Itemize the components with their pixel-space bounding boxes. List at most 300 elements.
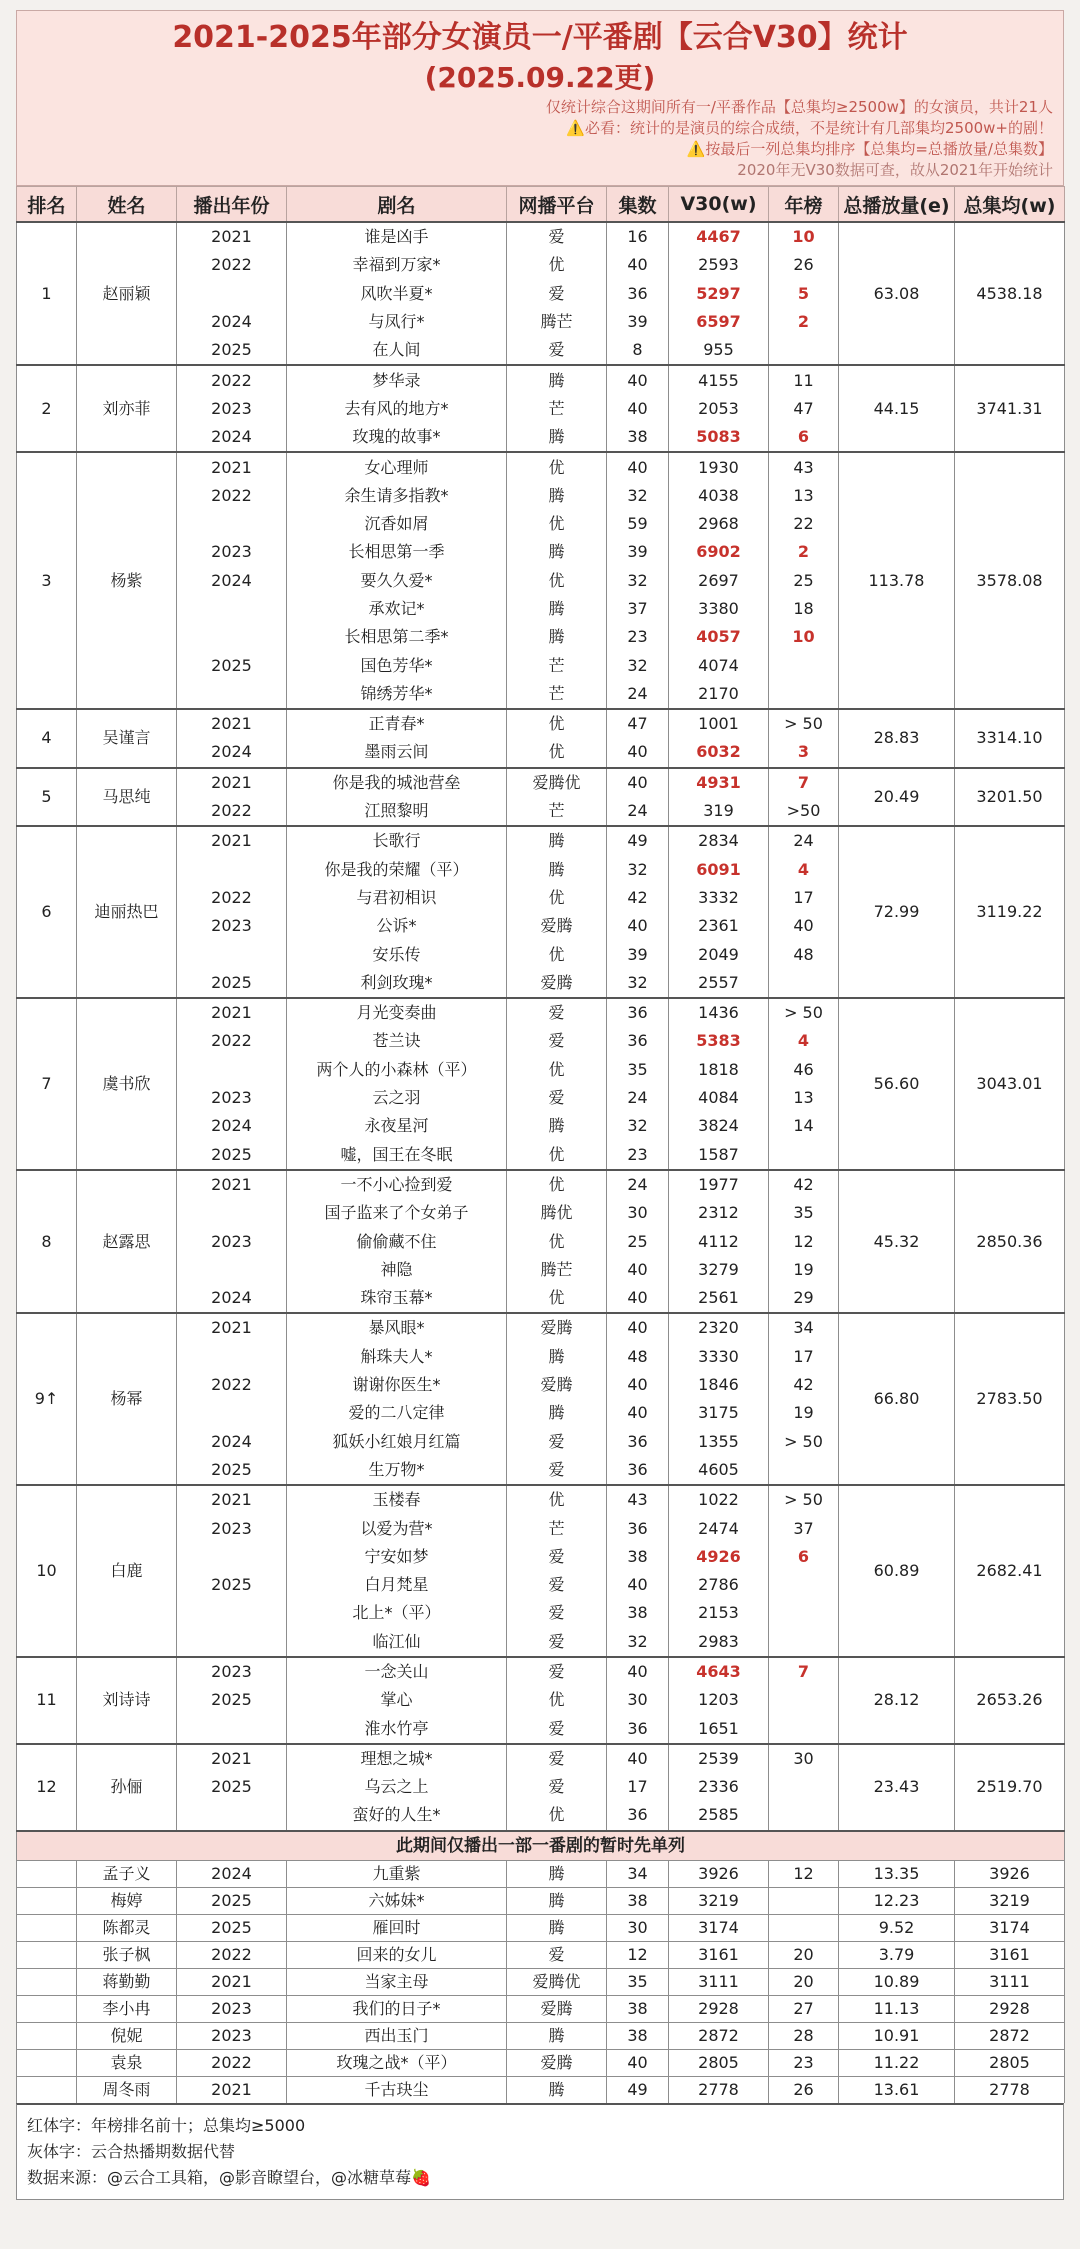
table-row xyxy=(17,222,1065,251)
total-plays: 12.23 xyxy=(839,1887,955,1914)
v30-value: 1355 xyxy=(669,1427,769,1455)
v30-value: 1436 xyxy=(669,998,769,1027)
total-plays: 113.78 xyxy=(839,452,955,709)
avg-per-episode: 4538.18 xyxy=(955,222,1065,365)
episodes: 40 xyxy=(607,1744,669,1773)
v30-value: 3111 xyxy=(669,1968,769,1995)
v30-value: 2585 xyxy=(669,1801,769,1830)
episodes: 32 xyxy=(607,969,669,998)
platform: 爱 xyxy=(507,1628,607,1657)
episodes: 36 xyxy=(607,1456,669,1485)
drama-title: 余生请多指教* xyxy=(287,482,507,510)
year-rank xyxy=(769,1686,839,1714)
drama-title: 安乐传 xyxy=(287,940,507,968)
air-year: 2023 xyxy=(177,538,287,566)
air-year: 2024 xyxy=(177,308,287,336)
avg-per-episode: 3741.31 xyxy=(955,365,1065,452)
episodes: 40 xyxy=(607,251,669,279)
platform: 爱 xyxy=(507,1456,607,1485)
drama-title: 回来的女儿 xyxy=(287,1941,507,1968)
year-rank: 37 xyxy=(769,1514,839,1542)
platform: 腾 xyxy=(507,1343,607,1371)
year-rank xyxy=(769,1801,839,1830)
platform: 爱 xyxy=(507,1657,607,1686)
col-year-rank: 年榜 xyxy=(769,187,839,223)
year-rank: 19 xyxy=(769,1256,839,1284)
year-rank xyxy=(769,1599,839,1627)
v30-value: 4605 xyxy=(669,1456,769,1485)
episodes: 38 xyxy=(607,423,669,452)
drama-title: 乌云之上 xyxy=(287,1773,507,1801)
air-year: 2022 xyxy=(177,482,287,510)
platform: 爱 xyxy=(507,222,607,251)
drama-title: 风吹半夏* xyxy=(287,280,507,308)
episodes: 40 xyxy=(607,452,669,481)
episodes: 23 xyxy=(607,623,669,651)
drama-title: 国子监来了个女弟子 xyxy=(287,1199,507,1227)
v30-value: 3175 xyxy=(669,1399,769,1427)
episodes: 12 xyxy=(607,1941,669,1968)
year-rank: > 50 xyxy=(769,1427,839,1455)
year-rank xyxy=(769,1571,839,1599)
platform: 爱腾 xyxy=(507,912,607,940)
table-row xyxy=(17,1995,1065,2022)
platform: 腾芒 xyxy=(507,1256,607,1284)
v30-value: 2474 xyxy=(669,1514,769,1542)
air-year: 2021 xyxy=(177,1485,287,1514)
platform: 腾 xyxy=(507,2022,607,2049)
singles-header xyxy=(17,1831,1065,1861)
actress-rank xyxy=(17,1995,77,2022)
drama-title: 利剑玫瑰* xyxy=(287,969,507,998)
avg-per-episode: 3111 xyxy=(955,1968,1065,1995)
table-row xyxy=(17,1657,1065,1686)
v30-value: 2170 xyxy=(669,680,769,709)
table-row xyxy=(17,2076,1065,2103)
air-year: 2021 xyxy=(177,1744,287,1773)
platform: 腾 xyxy=(507,2076,607,2103)
v30-value: 4643 xyxy=(669,1657,769,1686)
year-rank: 2 xyxy=(769,308,839,336)
year-rank: 42 xyxy=(769,1170,839,1199)
air-year: 2021 xyxy=(177,826,287,855)
platform: 芒 xyxy=(507,651,607,679)
year-rank: 7 xyxy=(769,768,839,797)
episodes: 30 xyxy=(607,1686,669,1714)
episodes: 40 xyxy=(607,1657,669,1686)
platform: 优 xyxy=(507,567,607,595)
episodes: 40 xyxy=(607,1284,669,1313)
platform: 爱 xyxy=(507,1744,607,1773)
actress-name: 袁泉 xyxy=(77,2049,177,2076)
drama-title: 公诉* xyxy=(287,912,507,940)
platform: 腾 xyxy=(507,423,607,452)
drama-title: 珠帘玉幕* xyxy=(287,1284,507,1313)
drama-title: 锦绣芳华* xyxy=(287,680,507,709)
v30-value: 4112 xyxy=(669,1227,769,1255)
year-rank: 29 xyxy=(769,1284,839,1313)
year-rank: 22 xyxy=(769,510,839,538)
actress-name: 刘亦菲 xyxy=(77,365,177,452)
air-year: 2025 xyxy=(177,1914,287,1941)
episodes: 40 xyxy=(607,1399,669,1427)
actress-rank xyxy=(17,1860,77,1887)
year-rank xyxy=(769,1628,839,1657)
platform: 腾优 xyxy=(507,1199,607,1227)
air-year: 2024 xyxy=(177,1112,287,1140)
note-scope: 仅统计综合这期间所有一/平番作品【总集均≥2500w】的女演员，共计21人 xyxy=(545,98,1053,116)
air-year xyxy=(177,1056,287,1084)
v30-value: 1930 xyxy=(669,452,769,481)
v30-value: 2983 xyxy=(669,1628,769,1657)
footer xyxy=(16,2103,1064,2200)
v30-value: 2153 xyxy=(669,1599,769,1627)
actress-rank: 11 xyxy=(17,1657,77,1744)
actress-rank: 5 xyxy=(17,768,77,827)
year-rank: 26 xyxy=(769,251,839,279)
v30-value: 4057 xyxy=(669,623,769,651)
actress-name: 倪妮 xyxy=(77,2022,177,2049)
drama-title: 梦华录 xyxy=(287,365,507,394)
platform: 腾 xyxy=(507,1112,607,1140)
year-rank xyxy=(769,680,839,709)
actress-name: 赵丽颖 xyxy=(77,222,177,365)
drama-title: 西出玉门 xyxy=(287,2022,507,2049)
year-rank: 42 xyxy=(769,1371,839,1399)
v30-value: 1846 xyxy=(669,1371,769,1399)
air-year: 2023 xyxy=(177,2022,287,2049)
air-year xyxy=(177,856,287,884)
air-year xyxy=(177,1399,287,1427)
stats-table xyxy=(16,186,1065,2103)
table-row xyxy=(17,1887,1065,1914)
avg-per-episode: 2805 xyxy=(955,2049,1065,2076)
actress-name: 赵露思 xyxy=(77,1170,177,1313)
avg-per-episode: 2872 xyxy=(955,2022,1065,2049)
episodes: 36 xyxy=(607,1427,669,1455)
episodes: 38 xyxy=(607,1599,669,1627)
v30-value: 3332 xyxy=(669,884,769,912)
table-row xyxy=(17,2022,1065,2049)
episodes: 16 xyxy=(607,222,669,251)
air-year: 2021 xyxy=(177,2076,287,2103)
year-rank: 4 xyxy=(769,856,839,884)
col-year: 播出年份 xyxy=(177,187,287,223)
actress-name: 杨紫 xyxy=(77,452,177,709)
platform: 腾 xyxy=(507,826,607,855)
year-rank: 48 xyxy=(769,940,839,968)
episodes: 24 xyxy=(607,680,669,709)
v30-value: 2312 xyxy=(669,1199,769,1227)
v30-value: 6091 xyxy=(669,856,769,884)
actress-name: 吴谨言 xyxy=(77,709,177,768)
year-rank: 27 xyxy=(769,1995,839,2022)
table-row xyxy=(17,768,1065,797)
table-row xyxy=(17,1744,1065,1773)
year-rank xyxy=(769,1714,839,1743)
year-rank: 34 xyxy=(769,1313,839,1342)
air-year xyxy=(177,940,287,968)
drama-title: 玉楼春 xyxy=(287,1485,507,1514)
air-year: 2022 xyxy=(177,1941,287,1968)
actress-rank: 7 xyxy=(17,998,77,1170)
table-row xyxy=(17,1170,1065,1199)
year-rank: 20 xyxy=(769,1941,839,1968)
drama-title: 神隐 xyxy=(287,1256,507,1284)
platform: 优 xyxy=(507,709,607,738)
air-year: 2023 xyxy=(177,1995,287,2022)
air-year: 2025 xyxy=(177,1773,287,1801)
drama-title: 幸福到万家* xyxy=(287,251,507,279)
platform: 腾 xyxy=(507,856,607,884)
avg-per-episode: 3578.08 xyxy=(955,452,1065,709)
episodes: 40 xyxy=(607,1571,669,1599)
drama-title: 玫瑰的故事* xyxy=(287,423,507,452)
platform: 爱腾优 xyxy=(507,768,607,797)
air-year xyxy=(177,595,287,623)
drama-title: 你是我的荣耀（平） xyxy=(287,856,507,884)
total-plays: 28.83 xyxy=(839,709,955,768)
drama-title: 雁回时 xyxy=(287,1914,507,1941)
actress-name: 虞书欣 xyxy=(77,998,177,1170)
drama-title: 江照黎明 xyxy=(287,797,507,826)
table-row xyxy=(17,1914,1065,1941)
episodes: 17 xyxy=(607,1773,669,1801)
drama-title: 沉香如屑 xyxy=(287,510,507,538)
avg-per-episode: 2778 xyxy=(955,2076,1065,2103)
drama-title: 去有风的地方* xyxy=(287,395,507,423)
drama-title: 千古玦尘 xyxy=(287,2076,507,2103)
episodes: 36 xyxy=(607,280,669,308)
v30-value: 2928 xyxy=(669,1995,769,2022)
actress-rank: 6 xyxy=(17,826,77,998)
air-year: 2022 xyxy=(177,797,287,826)
v30-value: 4926 xyxy=(669,1543,769,1571)
drama-title: 当家主母 xyxy=(287,1968,507,1995)
actress-name: 蒋勤勤 xyxy=(77,1968,177,1995)
episodes: 40 xyxy=(607,912,669,940)
episodes: 40 xyxy=(607,768,669,797)
year-rank: 26 xyxy=(769,2076,839,2103)
air-year xyxy=(177,623,287,651)
platform: 优 xyxy=(507,251,607,279)
total-plays: 56.60 xyxy=(839,998,955,1170)
platform: 优 xyxy=(507,452,607,481)
air-year xyxy=(177,1628,287,1657)
drama-title: 承欢记* xyxy=(287,595,507,623)
air-year: 2023 xyxy=(177,1514,287,1542)
drama-title: 偷偷藏不住 xyxy=(287,1227,507,1255)
v30-value: 2834 xyxy=(669,826,769,855)
air-year: 2022 xyxy=(177,2049,287,2076)
platform: 优 xyxy=(507,1141,607,1170)
platform: 爱 xyxy=(507,1427,607,1455)
air-year: 2024 xyxy=(177,423,287,452)
avg-per-episode: 2928 xyxy=(955,1995,1065,2022)
drama-title: 蛮好的人生* xyxy=(287,1801,507,1830)
v30-value: 2786 xyxy=(669,1571,769,1599)
year-rank: 40 xyxy=(769,912,839,940)
air-year: 2023 xyxy=(177,1657,287,1686)
actress-rank xyxy=(17,2076,77,2103)
table-row xyxy=(17,998,1065,1027)
air-year: 2023 xyxy=(177,912,287,940)
episodes: 40 xyxy=(607,1256,669,1284)
air-year: 2025 xyxy=(177,1141,287,1170)
total-plays: 13.35 xyxy=(839,1860,955,1887)
platform: 芒 xyxy=(507,395,607,423)
actress-name: 迪丽热巴 xyxy=(77,826,177,998)
platform: 腾 xyxy=(507,623,607,651)
year-rank: 12 xyxy=(769,1227,839,1255)
platform: 优 xyxy=(507,1170,607,1199)
year-rank: 4 xyxy=(769,1027,839,1055)
total-plays: 11.13 xyxy=(839,1995,955,2022)
platform: 爱腾 xyxy=(507,1371,607,1399)
air-year: 2023 xyxy=(177,395,287,423)
actress-name: 梅婷 xyxy=(77,1887,177,1914)
v30-value: 2361 xyxy=(669,912,769,940)
v30-value: 2336 xyxy=(669,1773,769,1801)
drama-title: 以爱为营* xyxy=(287,1514,507,1542)
table-row xyxy=(17,1485,1065,1514)
col-episodes: 集数 xyxy=(607,187,669,223)
page-subtitle: (2025.09.22更) xyxy=(424,61,656,94)
total-plays: 11.22 xyxy=(839,2049,955,2076)
year-rank: 23 xyxy=(769,2049,839,2076)
actress-name: 孟子义 xyxy=(77,1860,177,1887)
episodes: 25 xyxy=(607,1227,669,1255)
drama-title: 临江仙 xyxy=(287,1628,507,1657)
table-row xyxy=(17,826,1065,855)
drama-title: 国色芳华* xyxy=(287,651,507,679)
episodes: 32 xyxy=(607,651,669,679)
year-rank xyxy=(769,969,839,998)
air-year: 2021 xyxy=(177,709,287,738)
drama-title: 掌心 xyxy=(287,1686,507,1714)
air-year xyxy=(177,1599,287,1627)
year-rank: 18 xyxy=(769,595,839,623)
air-year xyxy=(177,1801,287,1830)
note-warning: ⚠️必看：统计的是演员的综合成绩，不是统计有几部集均2500w+的剧！ xyxy=(566,119,1053,137)
v30-value: 3380 xyxy=(669,595,769,623)
table-row xyxy=(17,709,1065,738)
v30-value: 1818 xyxy=(669,1056,769,1084)
episodes: 34 xyxy=(607,1860,669,1887)
episodes: 40 xyxy=(607,2049,669,2076)
actress-name: 张子枫 xyxy=(77,1941,177,1968)
table-header xyxy=(17,187,1065,223)
year-rank: 10 xyxy=(769,222,839,251)
platform: 腾 xyxy=(507,482,607,510)
actress-rank xyxy=(17,2022,77,2049)
platform: 优 xyxy=(507,1485,607,1514)
total-plays: 28.12 xyxy=(839,1657,955,1744)
episodes: 36 xyxy=(607,998,669,1027)
data-source: 数据来源：@云合工具箱，@影音瞭望台，@冰糖草莓🍓 xyxy=(27,2167,431,2187)
v30-value: 1022 xyxy=(669,1485,769,1514)
drama-title: 永夜星河 xyxy=(287,1112,507,1140)
actress-rank: 10 xyxy=(17,1485,77,1657)
v30-value: 4467 xyxy=(669,222,769,251)
air-year: 2024 xyxy=(177,738,287,767)
table-row xyxy=(17,1860,1065,1887)
drama-title: 长相思第二季* xyxy=(287,623,507,651)
actress-rank xyxy=(17,2049,77,2076)
v30-value: 2561 xyxy=(669,1284,769,1313)
v30-value: 6597 xyxy=(669,308,769,336)
v30-value: 4931 xyxy=(669,768,769,797)
air-year: 2023 xyxy=(177,1084,287,1112)
singles-title: 此期间仅播出一部一番剧的暂时先单列 xyxy=(17,1831,1065,1861)
episodes: 43 xyxy=(607,1485,669,1514)
year-rank: 47 xyxy=(769,395,839,423)
v30-value: 6032 xyxy=(669,738,769,767)
v30-value: 3219 xyxy=(669,1887,769,1914)
actress-rank: 9↑ xyxy=(17,1313,77,1485)
year-rank: 35 xyxy=(769,1199,839,1227)
platform: 优 xyxy=(507,940,607,968)
air-year: 2024 xyxy=(177,567,287,595)
v30-value: 2697 xyxy=(669,567,769,595)
v30-value: 1001 xyxy=(669,709,769,738)
actress-rank: 12 xyxy=(17,1744,77,1831)
v30-value: 955 xyxy=(669,336,769,365)
platform: 爱 xyxy=(507,1599,607,1627)
platform: 腾 xyxy=(507,1887,607,1914)
avg-per-episode: 3161 xyxy=(955,1941,1065,1968)
avg-per-episode: 3926 xyxy=(955,1860,1065,1887)
drama-title: 正青春* xyxy=(287,709,507,738)
air-year: 2022 xyxy=(177,1027,287,1055)
v30-value: 3279 xyxy=(669,1256,769,1284)
drama-title: 理想之城* xyxy=(287,1744,507,1773)
episodes: 40 xyxy=(607,1371,669,1399)
episodes: 40 xyxy=(607,738,669,767)
platform: 腾 xyxy=(507,1914,607,1941)
year-rank: 10 xyxy=(769,623,839,651)
v30-value: 2805 xyxy=(669,2049,769,2076)
avg-per-episode: 3219 xyxy=(955,1887,1065,1914)
episodes: 38 xyxy=(607,1887,669,1914)
platform: 爱 xyxy=(507,1941,607,1968)
year-rank: 5 xyxy=(769,280,839,308)
platform: 腾 xyxy=(507,1860,607,1887)
episodes: 35 xyxy=(607,1968,669,1995)
year-rank: 30 xyxy=(769,1744,839,1773)
col-rank: 排名 xyxy=(17,187,77,223)
v30-value: 4074 xyxy=(669,651,769,679)
actress-rank: 1 xyxy=(17,222,77,365)
v30-value: 3926 xyxy=(669,1860,769,1887)
avg-per-episode: 2682.41 xyxy=(955,1485,1065,1657)
total-plays: 10.91 xyxy=(839,2022,955,2049)
platform: 优 xyxy=(507,738,607,767)
year-rank xyxy=(769,336,839,365)
drama-title: 淮水竹亭 xyxy=(287,1714,507,1743)
actress-name: 孙俪 xyxy=(77,1744,177,1831)
drama-title: 嘘，国王在冬眠 xyxy=(287,1141,507,1170)
year-rank: 7 xyxy=(769,1657,839,1686)
drama-title: 月光变奏曲 xyxy=(287,998,507,1027)
drama-title: 与君初相识 xyxy=(287,884,507,912)
actress-rank xyxy=(17,1941,77,1968)
air-year xyxy=(177,280,287,308)
v30-value: 5297 xyxy=(669,280,769,308)
drama-title: 生万物* xyxy=(287,1456,507,1485)
avg-per-episode: 2653.26 xyxy=(955,1657,1065,1744)
episodes: 40 xyxy=(607,395,669,423)
